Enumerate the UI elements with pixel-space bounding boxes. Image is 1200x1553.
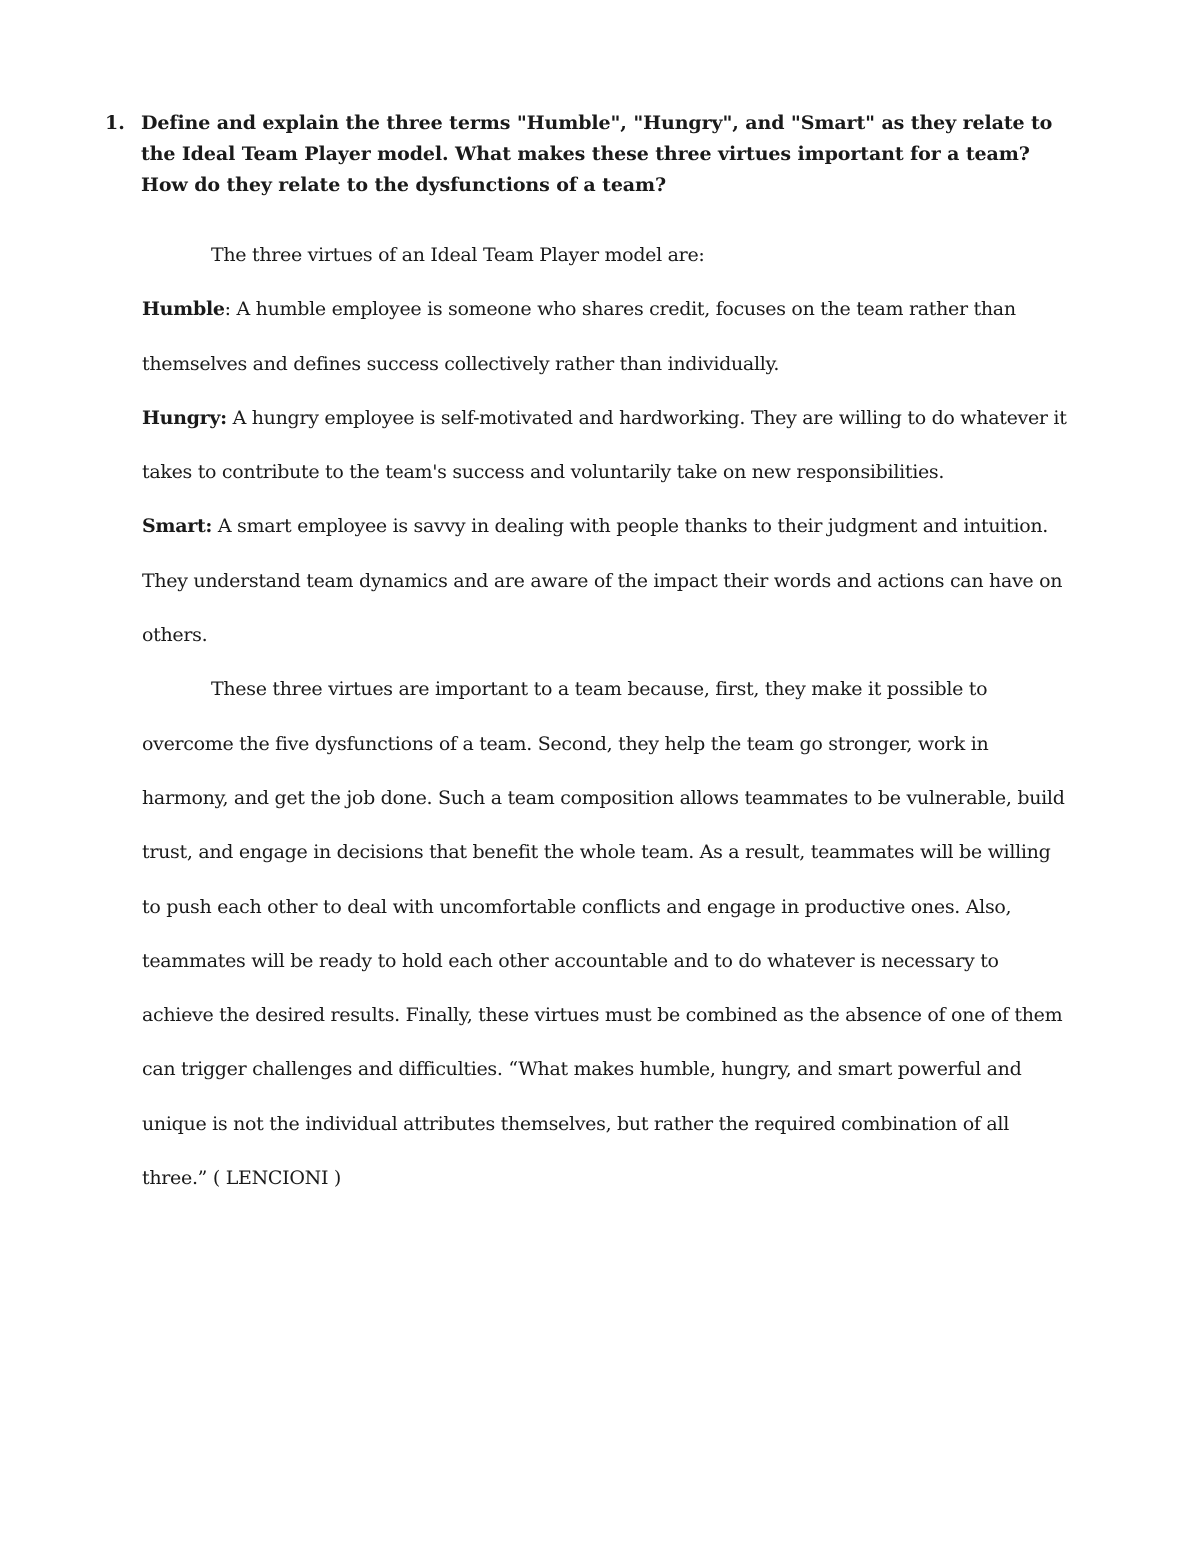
virtue-humble-term: Humble	[142, 298, 225, 321]
virtue-hungry-term: Hungry:	[142, 406, 227, 429]
virtue-smart-paragraph	[142, 499, 1067, 662]
virtue-humble-paragraph	[142, 282, 1067, 391]
conclusion-paragraph: These three virtues are important to a team because, first, they make it possible to overcome the five dysfunctions of a team. Second, they help the team go stronger, work in harmony, and get the job done. Such a team composition allows teammates to be vulnerable, build trust, and engage in decisions that benefit the whole team. As a result, teammates will be willing to push each other to deal with uncomfortable conflicts and engage in productive ones. Also, teammates will be ready to hold each other accountable and to do whatever is necessary to achieve the desired results. Finally, these virtues must be combined as the absence of one of them can trigger challenges and difficulties. “What makes humble, hungry, and smart powerful and unique is not the individual attributes themselves, but rather the required combination of all three.” ( LENCIONI )	[142, 678, 1065, 1190]
question-text: Define and explain the three terms "Humble", "Hungry", and "Smart" as they relate to the Ideal Team Player model. What makes these three virtues important for a team? How do they relate to the dysfunctions of a team?	[141, 112, 1053, 196]
virtue-humble-text: : A humble employee is someone who shares credit, focuses on the team rather than themselves and defines success collectively rather than individually.	[142, 298, 1016, 375]
intro-paragraph: The three virtues of an Ideal Team Player model are:	[211, 244, 705, 266]
question-number: 1.	[105, 112, 125, 134]
answer-body	[142, 228, 1067, 1205]
virtue-smart-term: Smart:	[142, 515, 213, 538]
question-heading	[105, 108, 1060, 201]
virtue-hungry-text: A hungry employee is self-motivated and hardworking. They are willing to do whatever it takes to contribute to the team's success and voluntarily take on new responsibilities.	[142, 406, 1067, 484]
virtue-smart-text: A smart employee is savvy in dealing with people thanks to their judgment and intuition. They understand team dynamics and are aware of the impact their words and actions can have on others.	[142, 515, 1063, 647]
virtue-hungry-paragraph	[142, 391, 1067, 500]
